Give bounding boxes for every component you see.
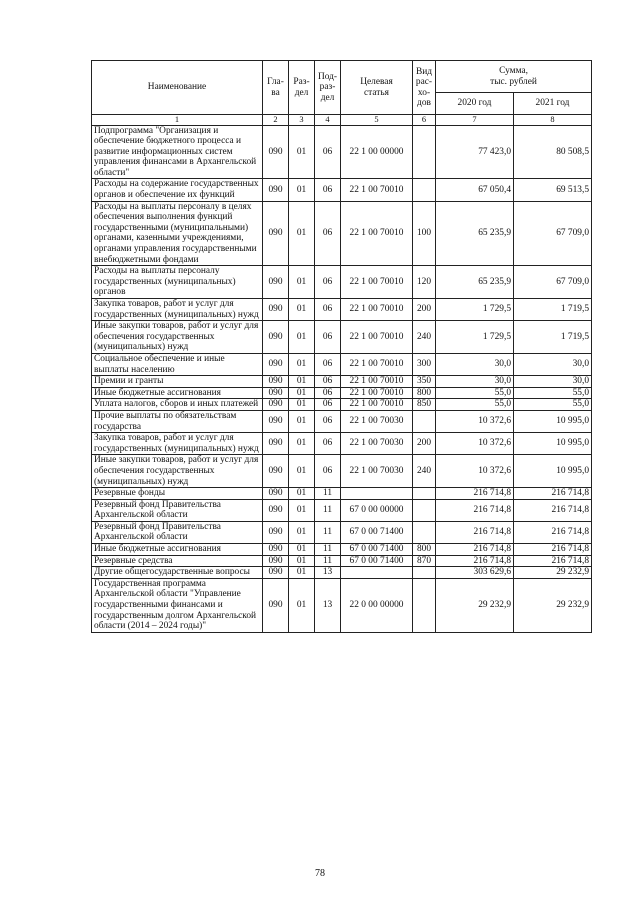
column-index-row [92,115,592,126]
table-row [92,353,592,375]
row-razdel: 01 [289,433,315,455]
row-target-article: 22 1 00 70010 [341,266,413,299]
row-expense-type [413,125,436,179]
table-row [92,179,592,201]
row-amount-2020: 30,0 [436,353,514,375]
row-expense-type [413,567,436,579]
row-amount-2021: 55,0 [514,387,592,399]
row-amount-2021: 1 719,5 [514,321,592,354]
row-expense-type [413,410,436,432]
row-expense-type [413,578,436,632]
row-target-article: 22 1 00 70010 [341,399,413,411]
row-expense-type: 200 [413,299,436,321]
table-row [92,266,592,299]
table-row [92,521,592,543]
row-target-article: 67 0 00 71400 [341,521,413,543]
row-target-article: 22 1 00 70030 [341,410,413,432]
row-name: Резервные фонды [92,488,263,500]
row-target-article: 22 0 00 00000 [341,578,413,632]
row-glava: 090 [263,266,289,299]
row-podrazdel: 06 [315,125,341,179]
row-razdel: 01 [289,376,315,388]
table-row [92,399,592,411]
row-amount-2020: 65 235,9 [436,266,514,299]
row-amount-2021: 29 232,9 [514,567,592,579]
row-expense-type: 850 [413,399,436,411]
row-amount-2020: 216 714,8 [436,521,514,543]
row-razdel: 01 [289,299,315,321]
row-amount-2021: 80 508,5 [514,125,592,179]
row-amount-2021: 10 995,0 [514,410,592,432]
row-name: Премии и гранты [92,376,263,388]
row-target-article: 22 1 00 70030 [341,455,413,488]
row-podrazdel: 13 [315,578,341,632]
row-name: Социальное обеспечение и иные выплаты населению [92,353,263,375]
row-podrazdel: 06 [315,387,341,399]
column-index: 2 [263,115,289,126]
table-row [92,321,592,354]
row-glava: 090 [263,179,289,201]
row-target-article: 22 1 00 70010 [341,201,413,266]
table-row [92,567,592,579]
row-podrazdel: 06 [315,179,341,201]
row-target-article: 22 1 00 70010 [341,376,413,388]
row-glava: 090 [263,555,289,567]
row-podrazdel: 11 [315,544,341,556]
header-name: Наименование [92,61,263,115]
row-amount-2020: 55,0 [436,387,514,399]
row-razdel: 01 [289,567,315,579]
row-razdel: 01 [289,321,315,354]
row-podrazdel: 06 [315,433,341,455]
row-amount-2020: 77 423,0 [436,125,514,179]
row-amount-2021: 67 709,0 [514,201,592,266]
row-razdel: 01 [289,555,315,567]
row-name: Иные закупки товаров, работ и услуг для обеспечения государственных (муниципальных) нужд [92,455,263,488]
row-glava: 090 [263,455,289,488]
row-glava: 090 [263,488,289,500]
row-razdel: 01 [289,387,315,399]
row-podrazdel: 06 [315,353,341,375]
row-expense-type: 870 [413,555,436,567]
row-target-article: 22 1 00 70010 [341,353,413,375]
table-row [92,387,592,399]
row-amount-2020: 30,0 [436,376,514,388]
row-target-article: 22 1 00 70010 [341,179,413,201]
table-row [92,410,592,432]
row-name: Закупка товаров, работ и услуг для государственных (муниципальных) нужд [92,433,263,455]
row-amount-2021: 216 714,8 [514,555,592,567]
row-target-article: 67 0 00 71400 [341,555,413,567]
row-razdel: 01 [289,125,315,179]
row-podrazdel: 11 [315,555,341,567]
row-target-article: 22 1 00 70010 [341,299,413,321]
row-expense-type: 300 [413,353,436,375]
column-index: 4 [315,115,341,126]
row-razdel: 01 [289,179,315,201]
table-row [92,488,592,500]
table-row [92,455,592,488]
row-razdel: 01 [289,521,315,543]
row-podrazdel: 13 [315,567,341,579]
header-podrazdel: Под- раз- дел [315,61,341,115]
column-index: 6 [413,115,436,126]
row-name: Расходы на выплаты персоналу государственных (муниципальных) органов [92,266,263,299]
row-amount-2020: 10 372,6 [436,455,514,488]
row-expense-type: 240 [413,455,436,488]
row-name: Прочие выплаты по обязательствам государства [92,410,263,432]
row-podrazdel: 06 [315,201,341,266]
row-name: Уплата налогов, сборов и иных платежей [92,399,263,411]
row-target-article: 67 0 00 00000 [341,499,413,521]
row-expense-type [413,499,436,521]
row-podrazdel: 06 [315,399,341,411]
row-target-article [341,488,413,500]
row-target-article: 22 1 00 70010 [341,387,413,399]
table-row [92,299,592,321]
row-expense-type: 800 [413,387,436,399]
row-amount-2021: 10 995,0 [514,455,592,488]
row-amount-2021: 30,0 [514,376,592,388]
row-amount-2021: 216 714,8 [514,488,592,500]
row-amount-2020: 55,0 [436,399,514,411]
row-amount-2020: 216 714,8 [436,499,514,521]
row-glava: 090 [263,578,289,632]
row-amount-2020: 10 372,6 [436,433,514,455]
row-glava: 090 [263,499,289,521]
table-row [92,125,592,179]
page-number: 78 [315,868,325,879]
row-expense-type: 200 [413,433,436,455]
row-razdel: 01 [289,455,315,488]
table-row [92,578,592,632]
row-amount-2020: 216 714,8 [436,555,514,567]
row-expense-type [413,521,436,543]
row-amount-2021: 30,0 [514,353,592,375]
row-amount-2021: 216 714,8 [514,499,592,521]
row-name: Расходы на содержание государственных органов и обеспечение их функций [92,179,263,201]
row-amount-2020: 10 372,6 [436,410,514,432]
row-amount-2020: 65 235,9 [436,201,514,266]
row-razdel: 01 [289,353,315,375]
header-vid-rashodov: Вид рас- хо- дов [413,61,436,115]
row-razdel: 01 [289,544,315,556]
row-target-article: 22 1 00 70030 [341,433,413,455]
row-glava: 090 [263,433,289,455]
table-row [92,376,592,388]
row-glava: 090 [263,201,289,266]
row-razdel: 01 [289,201,315,266]
row-glava: 090 [263,299,289,321]
row-amount-2021: 29 232,9 [514,578,592,632]
row-glava: 090 [263,544,289,556]
row-glava: 090 [263,125,289,179]
row-target-article: 22 1 00 70010 [341,321,413,354]
row-glava: 090 [263,376,289,388]
row-expense-type: 100 [413,201,436,266]
row-glava: 090 [263,567,289,579]
row-podrazdel: 06 [315,299,341,321]
column-index: 3 [289,115,315,126]
row-name: Иные бюджетные ассигнования [92,544,263,556]
row-name: Резервные средства [92,555,263,567]
row-podrazdel: 11 [315,488,341,500]
header-year-2020: 2020 год [436,93,514,115]
column-index: 7 [436,115,514,126]
row-amount-2021: 69 513,5 [514,179,592,201]
row-razdel: 01 [289,399,315,411]
row-amount-2021: 67 709,0 [514,266,592,299]
row-glava: 090 [263,410,289,432]
table-row [92,499,592,521]
row-glava: 090 [263,387,289,399]
row-name: Иные бюджетные ассигнования [92,387,263,399]
column-index: 1 [92,115,263,126]
row-podrazdel: 06 [315,376,341,388]
row-expense-type: 120 [413,266,436,299]
row-amount-2020: 303 629,6 [436,567,514,579]
row-razdel: 01 [289,488,315,500]
header-glava: Гла- ва [263,61,289,115]
row-amount-2021: 10 995,0 [514,433,592,455]
row-amount-2021: 216 714,8 [514,544,592,556]
row-amount-2020: 216 714,8 [436,544,514,556]
row-glava: 090 [263,399,289,411]
row-expense-type [413,488,436,500]
row-name: Резервный фонд Правительства Архангельской области [92,521,263,543]
row-target-article [341,567,413,579]
row-target-article: 22 1 00 00000 [341,125,413,179]
row-podrazdel: 11 [315,521,341,543]
header-celevaya-statya: Целевая статья [341,61,413,115]
header-year-2021: 2021 год [514,93,592,115]
row-expense-type [413,179,436,201]
row-glava: 090 [263,353,289,375]
row-glava: 090 [263,321,289,354]
row-razdel: 01 [289,410,315,432]
row-razdel: 01 [289,266,315,299]
row-razdel: 01 [289,578,315,632]
budget-table [91,60,592,633]
table-row [92,201,592,266]
row-amount-2020: 1 729,5 [436,299,514,321]
row-podrazdel: 06 [315,266,341,299]
row-podrazdel: 06 [315,321,341,354]
row-amount-2020: 1 729,5 [436,321,514,354]
row-expense-type: 800 [413,544,436,556]
header-summa: Сумма, тыс. рублей [436,61,592,93]
row-amount-2021: 1 719,5 [514,299,592,321]
header-razdel: Раз- дел [289,61,315,115]
row-razdel: 01 [289,499,315,521]
row-amount-2020: 216 714,8 [436,488,514,500]
row-name: Иные закупки товаров, работ и услуг для обеспечения государственных (муниципальных) нужд [92,321,263,354]
row-amount-2021: 216 714,8 [514,521,592,543]
column-index: 8 [514,115,592,126]
row-expense-type: 350 [413,376,436,388]
row-podrazdel: 06 [315,455,341,488]
row-expense-type: 240 [413,321,436,354]
table-row [92,555,592,567]
row-podrazdel: 11 [315,499,341,521]
row-name: Подпрограмма "Организация и обеспечение бюджетного процесса и развитие информационных систем управления финансами в Архангельской области" [92,125,263,179]
row-name: Государственная программа Архангельской области "Управление государственными финансами и государственным долгом Архангельской области (2014 – 2024 годы)" [92,578,263,632]
column-index: 5 [341,115,413,126]
row-podrazdel: 06 [315,410,341,432]
row-target-article: 67 0 00 71400 [341,544,413,556]
row-amount-2021: 55,0 [514,399,592,411]
table-row [92,433,592,455]
row-amount-2020: 67 050,4 [436,179,514,201]
row-amount-2020: 29 232,9 [436,578,514,632]
row-name: Расходы на выплаты персоналу в целях обеспечения выполнения функций государственными (муниципальными) органами, казенными учреждениями, органами управления государственными внебюджетными фондами [92,201,263,266]
row-name: Закупка товаров, работ и услуг для государственных (муниципальных) нужд [92,299,263,321]
row-name: Резервный фонд Правительства Архангельской области [92,499,263,521]
table-row [92,544,592,556]
row-glava: 090 [263,521,289,543]
row-name: Другие общегосударственные вопросы [92,567,263,579]
